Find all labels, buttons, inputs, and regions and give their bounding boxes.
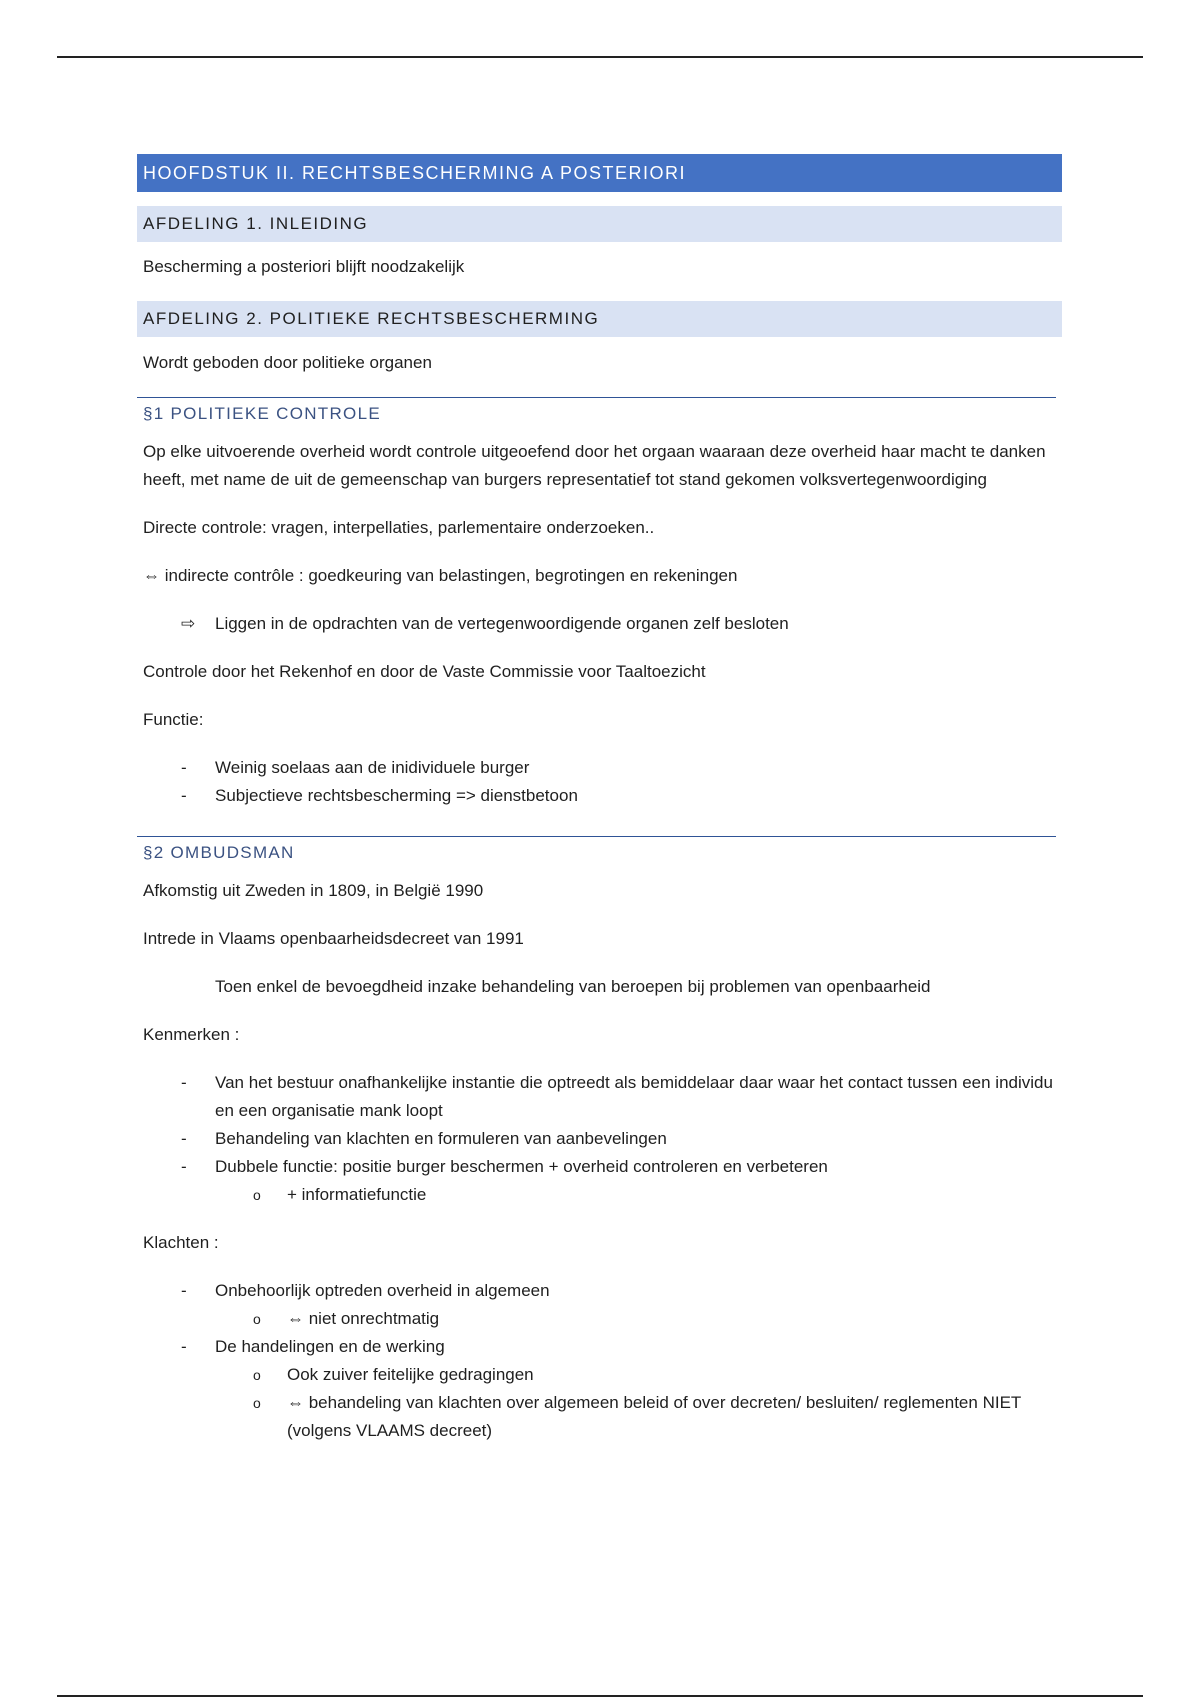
list-item-text: Van het bestuur onafhankelijke instantie die optreedt als bemiddelaar daar waar het contact tussen een individu en een organisatie mank loopt (215, 1073, 1053, 1120)
list-item-text: Dubbele functie: positie burger beschermen + overheid controleren en verbeteren (215, 1157, 828, 1176)
footer-rule (57, 1695, 1143, 1697)
list-item-text: Subjectieve rechtsbescherming => dienstbetoon (215, 786, 578, 805)
section2-para3: Toen enkel de bevoegdheid inzake behandeling van beroepen bij problemen van openbaarheid (215, 977, 931, 996)
functie-label: Functie: (143, 710, 204, 729)
circle-bullet-icon: o (253, 1367, 261, 1383)
afdeling2-text: Wordt geboden door politieke organen (143, 353, 432, 372)
dash-bullet-icon: - (181, 1337, 187, 1356)
list-item (137, 782, 1062, 810)
dash-bullet-icon: - (181, 786, 187, 805)
arrow-item-text: Liggen in de opdrachten van de vertegenwoordigende organen zelf besloten (215, 614, 789, 633)
dash-bullet-icon: - (181, 1073, 187, 1092)
section1-para2: Directe controle: vragen, interpellaties, parlementaire onderzoeken.. (143, 518, 655, 537)
sub-list-item-text: ⇔ niet onrechtmatig (287, 1309, 440, 1328)
section1-para1: Op elke uitvoerende overheid wordt controle uitgeoefend door het orgaan waaraan deze overheid haar macht te danken heeft, met name de uit de gemeenschap van burgers representatief tot stand gekomen volksvertegenwoordiging (143, 442, 1046, 489)
dash-bullet-icon: - (181, 1157, 187, 1176)
list-item (137, 1069, 1062, 1125)
section1-para3: ⇔ indirecte contrôle : goedkeuring van belastingen, begrotingen en rekeningen (143, 566, 738, 585)
document-body (137, 154, 1062, 1445)
circle-bullet-icon: o (253, 1187, 261, 1203)
kenmerken-label: Kenmerken : (143, 1025, 240, 1044)
afdeling1-heading: AFDELING 1. INLEIDING (137, 206, 1062, 242)
section1-para4: Controle door het Rekenhof en door de Vaste Commissie voor Taaltoezicht (143, 662, 706, 681)
list-item (137, 1153, 1062, 1181)
section1-heading: §1 POLITIEKE CONTROLE (137, 397, 1056, 430)
sub-list-item (137, 1181, 1062, 1209)
list-item-text: Weinig soelaas aan de inidividuele burger (215, 758, 530, 777)
list-item-text: Onbehoorlijk optreden overheid in algemeen (215, 1281, 550, 1300)
sub-list-item (137, 1361, 1062, 1389)
sub-list-item-text: Ook zuiver feitelijke gedragingen (287, 1365, 534, 1384)
list-item-text: Behandeling van klachten en formuleren van aanbevelingen (215, 1129, 667, 1148)
chapter-heading: HOOFDSTUK II. RECHTSBESCHERMING A POSTERIORI (137, 154, 1062, 192)
circle-bullet-icon: o (253, 1311, 261, 1327)
dash-bullet-icon: - (181, 1281, 187, 1300)
list-item (137, 1125, 1062, 1153)
list-item-text: De handelingen en de werking (215, 1337, 445, 1356)
sub-list-item-text: ⇔ behandeling van klachten over algemeen beleid of over decreten/ besluiten/ reglementen NIET (volgens VLAAMS decreet) (287, 1393, 1021, 1440)
arrow-list-item (137, 610, 1062, 638)
sub-list-item (137, 1389, 1062, 1445)
circle-bullet-icon: o (253, 1395, 261, 1411)
afdeling2-heading: AFDELING 2. POLITIEKE RECHTSBESCHERMING (137, 301, 1062, 337)
klachten-label: Klachten : (143, 1233, 219, 1252)
section2-heading: §2 OMBUDSMAN (137, 836, 1056, 869)
dash-bullet-icon: - (181, 1129, 187, 1148)
afdeling1-text: Bescherming a posteriori blijft noodzakelijk (143, 257, 465, 276)
list-item (137, 1333, 1062, 1361)
dash-bullet-icon: - (181, 758, 187, 777)
sub-list-item-text: + informatiefunctie (287, 1185, 427, 1204)
sub-list-item (137, 1305, 1062, 1333)
section2-para1: Afkomstig uit Zweden in 1809, in België 1990 (143, 881, 484, 900)
list-item (137, 754, 1062, 782)
header-rule (57, 56, 1143, 58)
arrow-icon: ⇨ (181, 614, 196, 633)
section2-para2: Intrede in Vlaams openbaarheidsdecreet van 1991 (143, 929, 524, 948)
list-item (137, 1277, 1062, 1305)
